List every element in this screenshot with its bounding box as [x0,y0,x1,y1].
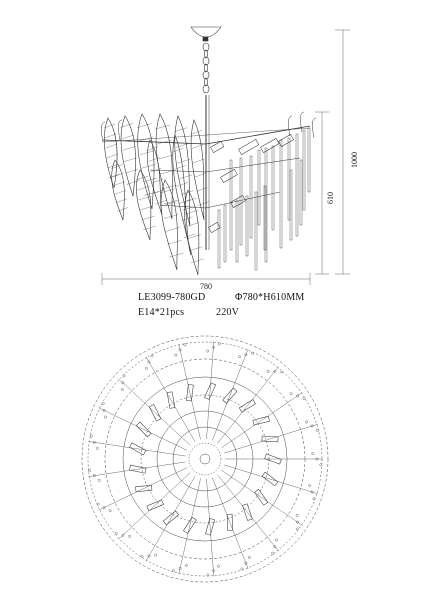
ceiling-canopy [191,27,221,37]
spoke [224,424,318,453]
spoke [217,475,278,552]
spoke [212,478,248,569]
model-number: LE3099-780GD [138,292,206,303]
spoke [99,408,187,451]
spoke [212,349,248,440]
spoke [118,473,190,540]
crystal-rod [240,158,242,245]
glass-leaf [184,190,199,275]
glass-leaf [147,140,162,215]
crystal-rod [218,210,220,268]
crystal-rod [272,146,274,230]
bulb-socket [239,139,259,154]
body-height-label: 610 [326,192,335,204]
overall-height-label: 1000 [350,152,359,168]
voltage-spec: 220V [216,307,240,318]
bulb-socket [209,222,221,232]
bulb-socket [261,138,280,152]
spoke [179,344,201,440]
spoke [206,479,213,577]
glass-leaf [173,135,191,255]
spoke [118,379,190,446]
spoke [224,465,318,494]
crystal-rod [236,200,238,262]
glass-leaf [104,118,117,188]
bulb-sockets [209,134,294,232]
top-view [82,336,328,582]
spoke [88,462,185,477]
spoke [146,476,195,561]
size-spec: Φ780*H610MM [235,292,305,303]
bulb-socket [279,134,294,146]
suspension-chain [203,43,209,93]
crystal-rod [250,156,252,238]
crystal-rod [308,128,310,192]
crystal-rod [290,170,292,240]
spoke [222,470,303,525]
glass-leaf [191,120,204,220]
spoke [179,478,201,574]
center-hub [200,454,210,464]
bulb-spec: E14*21pcs [138,307,185,318]
radial-spokes [88,341,323,576]
crystal-rod [280,140,282,248]
spoke [217,367,278,444]
canopy-collar [203,37,208,41]
glass-leaf [161,180,177,270]
crystal-rod [230,160,232,250]
crystal-rod [300,160,302,225]
glass-leaf [138,114,154,209]
crystal-rod [296,134,298,236]
spoke [88,441,185,456]
width-label: 780 [200,282,212,291]
crystal-rod [303,130,305,210]
crystal-rod [246,196,248,256]
bulb-socket [221,169,238,182]
spoke [146,357,195,442]
crystal-rod [255,192,257,270]
crystal-rod [224,205,226,262]
side-elevation [101,27,316,275]
crystal-rod [258,150,260,225]
crystal-rod [288,138,290,220]
